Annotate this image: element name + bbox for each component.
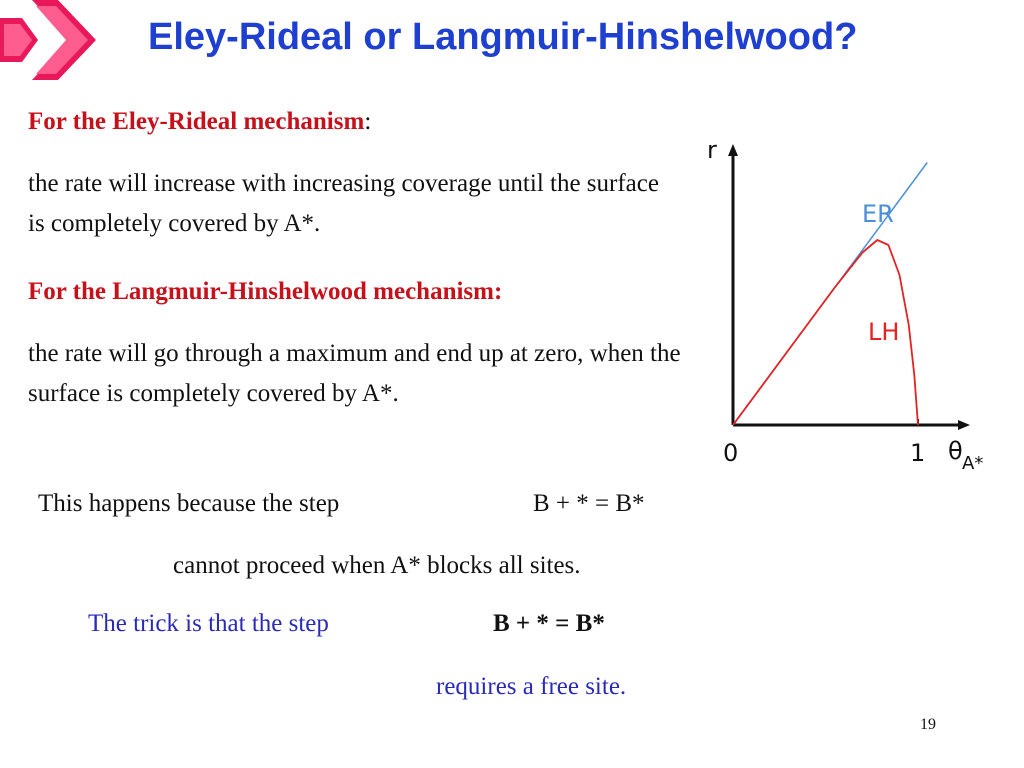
arrow-logo-icon bbox=[0, 0, 100, 80]
because-text: This happens because the step bbox=[38, 490, 340, 517]
x-tick-label: 1 bbox=[910, 439, 926, 467]
y-axis-label: r bbox=[707, 136, 717, 164]
because-equation: B + * = B* bbox=[533, 490, 645, 517]
er-heading-colon: : bbox=[364, 108, 372, 135]
page-number: 19 bbox=[920, 716, 936, 733]
er-heading bbox=[28, 108, 371, 136]
trick-continuation: requires a free site. bbox=[436, 673, 627, 700]
y-axis-arrow-icon bbox=[728, 144, 738, 156]
lh-series-label: LH bbox=[868, 318, 900, 346]
page-title: Eley-Rideal or Langmuir-Hinshelwood? bbox=[148, 16, 858, 58]
x-axis-arrow-icon bbox=[958, 420, 970, 430]
trick-text: The trick is that the step bbox=[88, 610, 329, 637]
lh-description: the rate will go through a maximum and end up at zero, when the surface is completely covered by A*. bbox=[28, 340, 681, 407]
er-series-label: ER bbox=[862, 200, 894, 228]
er-heading-text: For the Eley-Rideal mechanism bbox=[28, 108, 365, 135]
rate-vs-coverage-chart bbox=[700, 130, 1000, 475]
lh-heading: For the Langmuir-Hinshelwood mechanism: bbox=[28, 278, 503, 305]
because-continuation: cannot proceed when A* blocks all sites. bbox=[173, 552, 581, 579]
x-tick-label: 0 bbox=[723, 439, 739, 467]
er-description: the rate will increase with increasing coverage until the surface is completely covered by A*. bbox=[28, 170, 659, 237]
x-axis-label: θ bbox=[948, 437, 963, 465]
trick-equation: B + * = B* bbox=[493, 610, 605, 637]
x-axis-label-subscript: A* bbox=[962, 453, 984, 474]
